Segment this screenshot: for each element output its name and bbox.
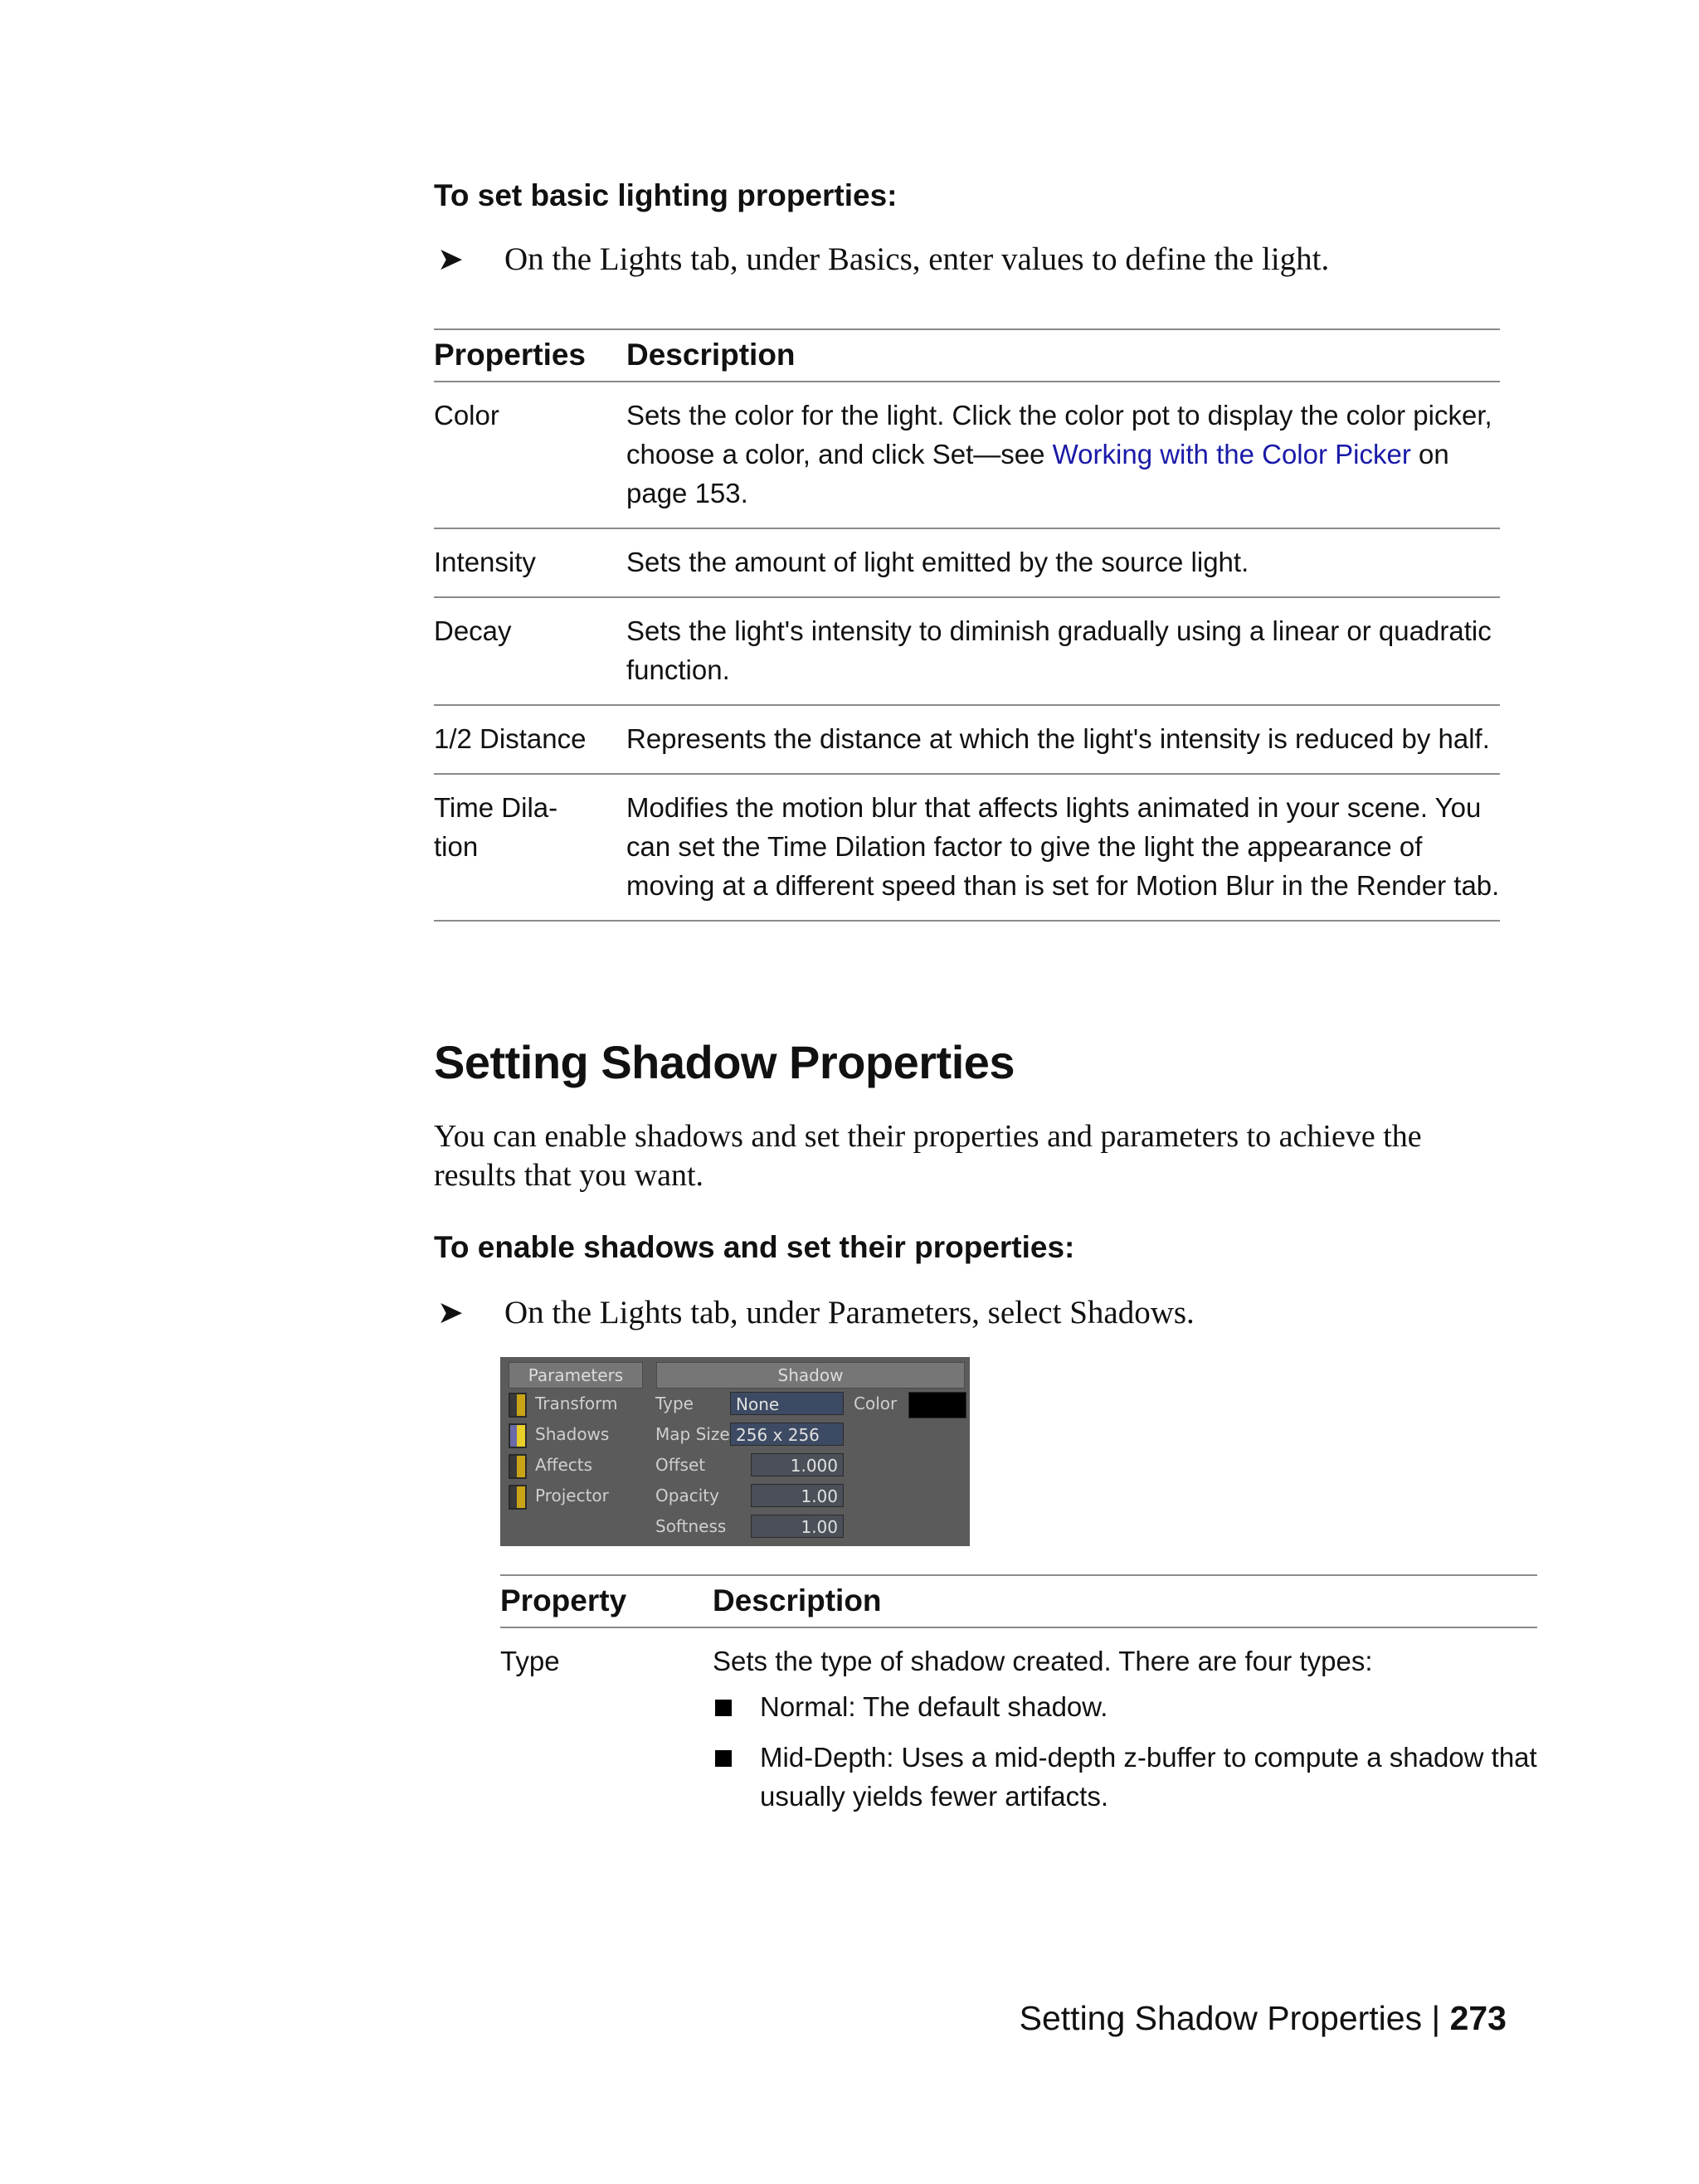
param-item-transform[interactable] (509, 1390, 617, 1417)
toggle-swatch-icon (509, 1423, 527, 1448)
color-label: Color (854, 1394, 898, 1413)
shadow-type-list (713, 1687, 1537, 1816)
map-size-label: Map Size (655, 1424, 730, 1444)
procedure-step-basic-lighting (437, 241, 1499, 278)
softness-label: Softness (655, 1516, 727, 1536)
param-label: Projector (535, 1486, 609, 1505)
property-cell: Color (434, 382, 626, 528)
property-cell: Decay (434, 597, 626, 705)
lights-shadow-panel (500, 1357, 970, 1546)
list-item (713, 1687, 1537, 1726)
procedure-heading-basic-lighting: To set basic lighting properties: (434, 178, 898, 212)
property-cell: 1/2 Distance (434, 705, 626, 774)
bullet-square-icon (715, 1700, 732, 1716)
table-header-property: Property (500, 1575, 713, 1627)
step-arrow-icon: ➤ (437, 1294, 464, 1330)
description-cell: Represents the distance at which the light's intensity is reduced by half. (626, 705, 1500, 774)
lighting-properties-table (434, 328, 1500, 922)
table-row (434, 774, 1500, 921)
table-row (434, 528, 1500, 597)
page-number: 273 (1449, 1999, 1507, 2037)
property-cell: Type (500, 1646, 560, 1676)
param-item-projector[interactable] (509, 1482, 609, 1509)
section-intro: You can enable shadows and set their properties and parameters to achieve the results that you want. (434, 1119, 1422, 1193)
description-cell (713, 1627, 1537, 1842)
offset-label: Offset (655, 1455, 706, 1475)
list-item (713, 1738, 1537, 1816)
param-label: Shadows (535, 1424, 610, 1444)
opacity-field[interactable]: 1.00 (751, 1484, 844, 1507)
param-item-affects[interactable] (509, 1452, 592, 1478)
map-size-dropdown[interactable]: 256 x 256 (730, 1423, 844, 1446)
description-cell: Sets the amount of light emitted by the source light. (626, 528, 1500, 597)
table-row (434, 382, 1500, 528)
footer-separator: | (1431, 1999, 1441, 2037)
shadow-color-pot[interactable] (908, 1392, 966, 1418)
step-text: On the Lights tab, under Parameters, select Shadows. (504, 1295, 1195, 1330)
section-title: Setting Shadow Properties (434, 1036, 1015, 1088)
table-header-description: Description (713, 1575, 1537, 1627)
param-label: Transform (535, 1394, 618, 1413)
parameters-header: Parameters (509, 1362, 643, 1389)
property-cell: Time Dila- tion (434, 774, 626, 921)
table-header-description: Description (626, 329, 1500, 382)
list-item-text: Mid-Depth: Uses a mid-depth z-buffer to compute a shadow that usually yields fewer artifacts. (760, 1742, 1537, 1812)
toggle-swatch-icon (509, 1393, 527, 1418)
offset-field[interactable]: 1.000 (751, 1453, 844, 1476)
softness-field[interactable]: 1.00 (751, 1515, 844, 1538)
type-dropdown[interactable]: None (730, 1392, 844, 1415)
shadow-properties-table (500, 1574, 1537, 1842)
list-item-text: Normal: The default shadow. (760, 1691, 1108, 1722)
color-picker-link[interactable]: Working with the Color Picker (1052, 439, 1411, 469)
description-text: Sets the type of shadow created. There are four types: (713, 1646, 1373, 1676)
property-cell: Intensity (434, 528, 626, 597)
opacity-label: Opacity (655, 1486, 719, 1505)
description-text: Sets the color for the light. Click the color pot to display the color picker, choose a color, and click Set—see (626, 400, 1492, 469)
table-row (434, 705, 1500, 774)
description-cell: Modifies the motion blur that affects lights animated in your scene. You can set the Time Dilation factor to give the light the appearance of moving at a different speed than is set for Motion Blur in the Render tab. (626, 774, 1500, 921)
bullet-square-icon (715, 1750, 732, 1767)
description-cell (626, 382, 1500, 528)
description-text: on page 153. (626, 439, 1449, 508)
table-header-properties: Properties (434, 329, 626, 382)
table-row (434, 597, 1500, 705)
step-arrow-icon: ➤ (437, 241, 464, 277)
procedure-heading-shadows: To enable shadows and set their properties: (434, 1230, 1075, 1264)
page-footer (1020, 1999, 1507, 2038)
table-row (500, 1627, 1537, 1842)
description-cell: Sets the light's intensity to diminish gradually using a linear or quadratic function. (626, 597, 1500, 705)
step-text: On the Lights tab, under Basics, enter values to define the light. (504, 241, 1330, 277)
shadow-header: Shadow (656, 1362, 965, 1389)
footer-title: Setting Shadow Properties (1019, 1999, 1423, 2037)
type-label: Type (655, 1394, 694, 1413)
param-label: Affects (535, 1455, 593, 1475)
procedure-step-shadows (437, 1294, 1499, 1331)
param-item-shadows[interactable] (509, 1421, 609, 1447)
toggle-swatch-icon (509, 1454, 527, 1479)
toggle-swatch-icon (509, 1485, 527, 1510)
